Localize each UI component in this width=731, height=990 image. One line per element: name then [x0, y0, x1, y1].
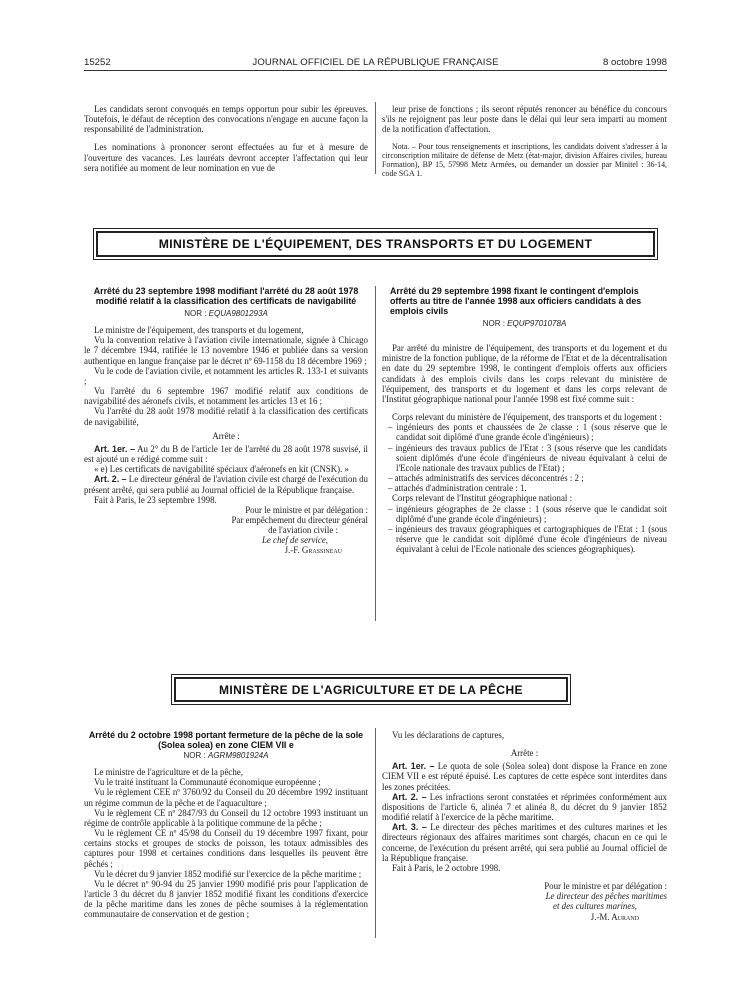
- arrete-title: Arrêté du 2 octobre 1998 portant fermeture de la pêche de la sole (Solea solea) en zone CIEM VII e: [88, 730, 364, 750]
- issue-date: 8 octobre 1998: [602, 57, 667, 68]
- list-item: – ingénieurs des travaux publics de l'Etat : 3 (sous réserve que les candidats soient diplômés d'une école d'ingénieurs de niveau équivalant à celui de l'Ecole nationale des travaux publics de l'Etat) ;: [388, 442, 667, 473]
- nor-reference: NOR : EQUA9801293A: [184, 309, 268, 318]
- paragraph: Vu l'arrêté du 28 août 1978 modifié relatif à la classification des certificats de navigabilité,: [84, 406, 368, 427]
- signature-line: Par empêchement du directeur général: [231, 514, 368, 525]
- paragraph: Vu le code de l'aviation civile, et notamment les articles R. 133-1 et suivants ;: [84, 365, 368, 386]
- signature-line: Pour le ministre et par délégation :: [245, 504, 368, 515]
- nor-reference: NOR : AGRM9801924A: [183, 751, 269, 760]
- paragraph: Vu le règlement CE nº 45/98 du Conseil du 19 décembre 1997 fixant, pour certains stocks et groupes de stocks de poisson, les totaux admissibles des captures pour 1998 et certaines conditions dans lesquelles ils peuvent être pêchés ;: [84, 828, 368, 869]
- paragraph: Vu le décret nº 90-94 du 25 janvier 1990 modifié pris pour l'application de l'article 3 du décret du 8 janvier 1852 modifié fixant les conditions d'exercice de la pêche maritime dans les zones de pêche soumises à la réglementation communautaire de conservation et de gestion ;: [84, 878, 368, 920]
- signature-title: Le chef de service,: [261, 535, 328, 546]
- page-number: 15252: [84, 57, 111, 68]
- list-item: – attachés administratifs des services déconcentrés : 2 ;: [388, 473, 584, 484]
- header-rule: [84, 70, 667, 71]
- fait-a-paris: Fait à Paris, le 23 septembre 1998.: [94, 494, 217, 505]
- nor-reference: NOR : EQUP9701078A: [482, 319, 567, 328]
- signature-name: J.-F. Grassineau: [284, 545, 342, 556]
- column-divider: [375, 728, 376, 938]
- ministry-banner-equipement: [93, 228, 658, 260]
- paragraph: Vu le règlement CE nº 2847/93 du Conseil du 12 octobre 1993 instituant un régime de contrôle applicable à la politique commune de la pêche ;: [84, 807, 368, 828]
- list-item: – attachés d'administration centrale : 1.: [388, 483, 527, 494]
- arrete-title: Arrêté du 29 septembre 1998 fixant le contingent d'emplois offerts au titre de l'année 1998 aux officiers candidats à des emplois civils: [390, 286, 642, 316]
- nor-value: EQUA9801293A: [208, 309, 268, 318]
- paragraph: leur prise de fonctions ; ils seront réputés renoncer au bénéfice du concours s'ils ne rejoignent pas leur poste dans le délai qui leur sera imparti au moment de la notification d'affectation.: [382, 104, 667, 135]
- list-item: – ingénieurs des ponts et chaussées de 2e classe : 1 (sous réserve que le candidat soit diplômé d'une grande école d'ingénieurs) ;: [388, 422, 667, 443]
- ministry-banner-agriculture: [171, 674, 571, 705]
- page-header: [84, 57, 667, 69]
- group-title: Corps relevant du ministère de l'équipement, des transports et du logement :: [392, 412, 662, 423]
- article-2: Art. 2. – Les infractions seront constatées et réprimées conformément aux dispositions de l'article 6, alinéa 7 et alinéa 8, du décret du 9 janvier 1852 modifié relatif à l'exercice de la pêche maritime.: [382, 791, 667, 823]
- arrete-2-octobre-continued: [382, 730, 667, 922]
- nor-value: EQUP9701078A: [507, 319, 567, 328]
- signature-line: de l'aviation civile :: [268, 525, 338, 536]
- paragraph: Le ministre de l'équipement, des transports et du logement,: [94, 325, 304, 336]
- fait-a-paris: Fait à Paris, le 2 octobre 1998.: [392, 862, 501, 873]
- arrete-2-octobre: [84, 730, 368, 920]
- paragraph: Vu le règlement CEE nº 3760/92 du Conseil du 20 décembre 1992 instituant un régime commun de la pêche et de l'aquaculture ;: [84, 787, 368, 808]
- signature-title: et des cultures marines,: [553, 901, 637, 912]
- article-1-quote: « e) Les certificats de navigabilité spéciaux d'aéronefs en kit (CNSK). »: [94, 464, 349, 475]
- paragraph: Vu le traité instituant la Communauté économique européenne ;: [94, 777, 321, 788]
- article-2: Art. 2. – Le directeur général de l'aviation civile est chargé de l'exécution du présent arrêté, qui sera publié au Journal officiel de la République française.: [84, 474, 368, 495]
- arrete-label: Arrête :: [212, 430, 240, 441]
- list-item: – ingénieurs des travaux géographiques et cartographiques de l'Etat : 1 (sous réserve que le candidat soit diplômé d'une école d'ingénieurs de niveau équivalant à celui de l'Ecole nationale des sciences géographiques).: [388, 523, 667, 555]
- top-right-column: [382, 104, 667, 178]
- nota-paragraph: Nota. – Pour tous renseignements et inscriptions, les candidats doivent s'adresser à la circonscription militaire de défense de Metz (état-major, division Affaires civiles, bureau Formation), BP 15, 57998 Metz Armées, ou demander un dossier par Minitel : 36-14, code SGA 1.: [382, 142, 667, 179]
- article-3: Art. 3. – Le directeur des pêches maritimes et des cultures marines et les directeurs régionaux des affaires maritimes sont chargés, chacun en ce qui le concerne, de l'exécution du présent arrêté, qui sera publié au Journal officiel de la République française.: [382, 822, 667, 863]
- arrete-29-septembre: [382, 286, 667, 554]
- paragraph: Vu les déclarations de captures,: [392, 730, 505, 740]
- column-divider: [375, 102, 376, 174]
- arrete-title: Arrêté du 23 septembre 1998 modifiant l'arrêté du 28 août 1978 modifié relatif à la classification des certificats de navigabilité: [93, 286, 359, 306]
- top-left-column: [84, 104, 368, 173]
- column-divider: [375, 286, 376, 621]
- nor-value: AGRM9801924A: [207, 751, 269, 760]
- paragraph: Vu l'arrêté du 6 septembre 1967 modifié relatif aux conditions de navigabilité des aéronefs civils, et notamment les articles 13 et 16 ;: [84, 386, 368, 407]
- signature-name: J.-M. Aurand: [590, 911, 639, 922]
- signature-title: Le directeur des pêches maritimes: [545, 891, 667, 902]
- arrete-label: Arrête :: [510, 748, 539, 759]
- paragraph: Par arrêté du ministre de l'équipement, des transports et du logement et du ministre de la fonction publique, de la réforme de l'Etat et de la décentralisation en date du 29 septembre 1998, le contingent d'emplois offerts aux officiers candidats à des emplois civils dans les corps relevant du ministère de l'équipement, des transports et du logement et dans les corps relevant de l'Institut géographique national pour l'année 1998 est fixé comme suit :: [382, 343, 667, 404]
- signature-line: Pour le ministre et par délégation :: [544, 881, 667, 892]
- list-item: – ingénieurs géographes de 2e classe : 1 (sous réserve que le candidat soit diplômé d'une grande école d'ingénieurs) ;: [388, 503, 667, 524]
- paragraph: Les nominations à prononcer seront effectuées au fur et à mesure de l'ouverture des vacances. Les lauréats devront accepter l'affectation qui leur sera notifiée au moment de leur nomination en vue de: [84, 142, 368, 173]
- paragraph: Les candidats seront convoqués en temps opportun pour subir les épreuves. Toutefois, le défaut de réception des convocations n'engage en aucune façon la responsabilité de l'administration.: [84, 104, 368, 135]
- ministry-banner-text: MINISTÈRE DE L'ÉQUIPEMENT, DES TRANSPORTS ET DU LOGEMENT: [96, 231, 655, 257]
- article-1: Art. 1er. – Au 2° du B de l'article 1er de l'arrêté du 28 août 1978 susvisé, il est ajouté un e rédigé comme suit :: [84, 443, 369, 465]
- article-1: Art. 1er. – Le quota de sole (Solea solea) dont dispose la France en zone CIEM VII e est réputé épuisé. Les captures de cette espèce sont interdites dans les zones précitées.: [382, 761, 667, 792]
- journal-title: JOURNAL OFFICIEL DE LA RÉPUBLIQUE FRANÇAISE: [252, 57, 499, 68]
- ministry-banner-text: MINISTÈRE DE L'AGRICULTURE ET DE LA PÊCHE: [174, 677, 568, 702]
- group-title: Corps relevant de l'Institut géographique national :: [392, 493, 573, 504]
- paragraph: Vu la convention relative à l'aviation civile internationale, signée à Chicago le 7 décembre 1944, ratifiée le 13 novembre 1946 et publiée dans sa version authentique en langue française par le décret nº 69-1158 du 18 décembre 1969 ;: [84, 335, 368, 366]
- paragraph: Vu le décret du 9 janvier 1852 modifié sur l'exercice de la pêche maritime ;: [94, 868, 362, 879]
- paragraph: Le ministre de l'agriculture et de la pêche,: [94, 767, 243, 778]
- arrete-23-septembre: [84, 286, 368, 556]
